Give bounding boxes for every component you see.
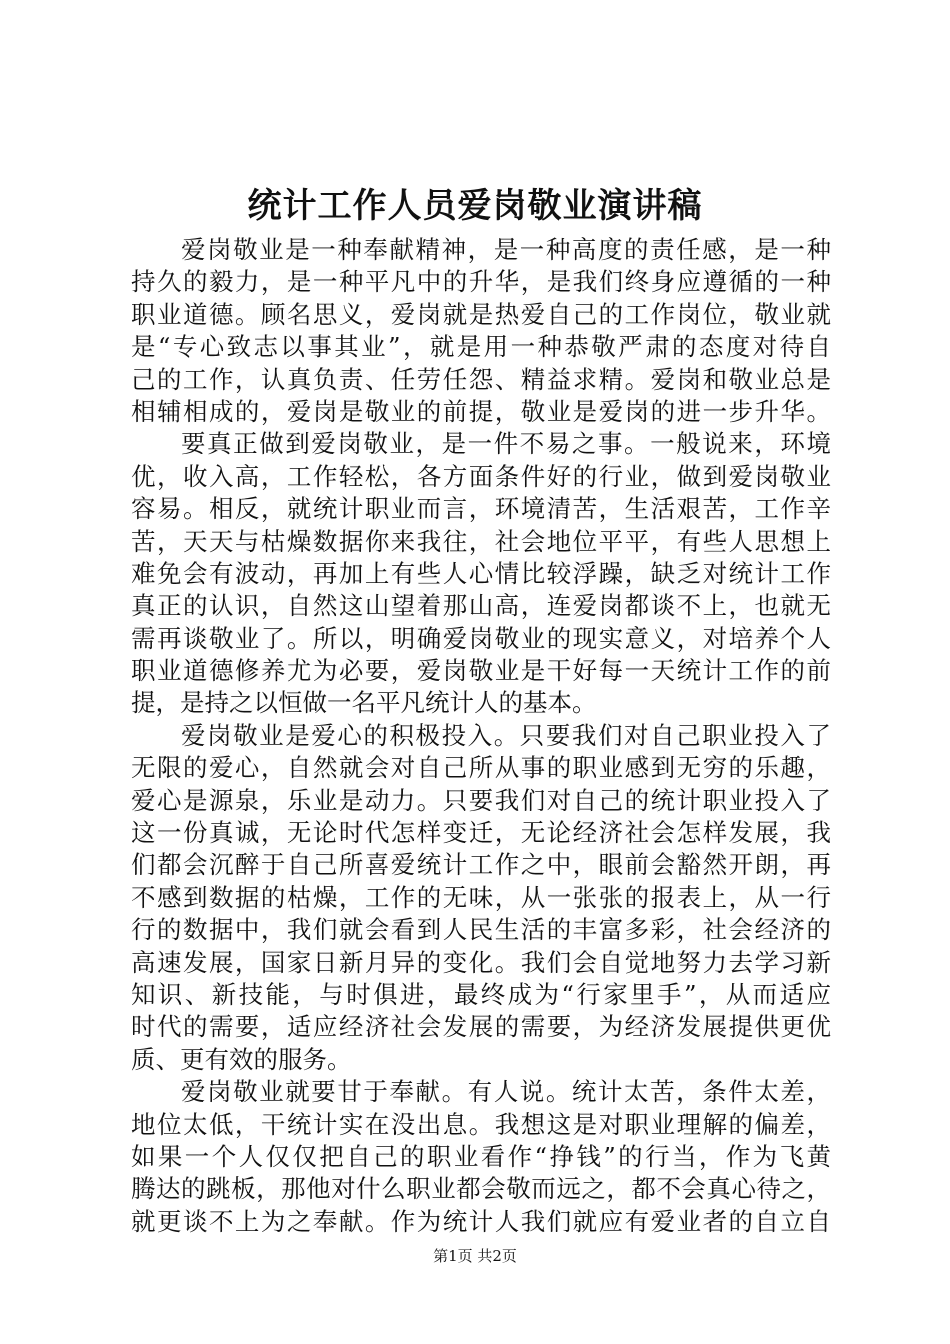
text-line: 难免会有波动，再加上有些人心情比较浮躁，缺乏对统计工作 [131,558,831,588]
document-title: 统计工作人员爱岗敬业演讲稿 [247,186,703,226]
text-line: 就更谈不上为之奉献。作为统计人我们就应有爱业者的自立自 [131,1206,831,1236]
text-line: 是“专心致志以事其业”，就是用一种恭敬严肃的态度对待自 [131,332,831,362]
text-line: 无限的爱心，自然就会对自己所从事的职业感到无穷的乐趣， [131,753,831,783]
paragraph-2 [131,428,831,720]
text-line: 优，收入高，工作轻松，各方面条件好的行业，做到爱岗敬业 [131,461,831,491]
text-line: 爱岗敬业是爱心的积极投入。只要我们对自己职业投入了 [181,720,831,750]
text-line: 提，是持之以恒做一名平凡统计人的基本。 [131,688,597,718]
text-line: 时代的需要，适应经济社会发展的需要，为经济发展提供更优 [131,1012,831,1042]
text-line: 相辅相成的，爱岗是敬业的前提，敬业是爱岗的进一步升华。 [131,396,831,426]
text-line: 职业道德。顾名思义，爱岗就是热爱自己的工作岗位，敬业就 [131,299,831,329]
text-line: 持久的毅力，是一种平凡中的升华，是我们终身应遵循的一种 [131,267,831,297]
paragraph-4 [131,1076,831,1238]
text-line: 真正的认识，自然这山望着那山高，连爱岗都谈不上，也就无 [131,591,831,621]
text-line: 腾达的跳板，那他对什么职业都会敬而远之，都不会真心待之， [131,1174,831,1204]
document-body [131,234,831,1238]
text-line: 己的工作，认真负责、任劳任怨、精益求精。爱岗和敬业总是 [131,364,831,394]
paragraph-1 [131,234,831,428]
text-line: 质、更有效的服务。 [131,1044,352,1074]
text-line: 要真正做到爱岗敬业，是一件不易之事。一般说来，环境 [181,429,831,459]
text-line: 爱岗敬业是一种奉献精神，是一种高度的责任感，是一种 [181,235,831,264]
text-line: 不感到数据的枯燥，工作的无味，从一张张的报表上，从一行 [131,882,831,912]
paragraph-3 [131,720,831,1076]
text-line: 高速发展，国家日新月异的变化。我们会自觉地努力去学习新 [131,947,831,977]
text-line: 容易。相反，就统计职业而言，环境清苦，生活艰苦，工作辛 [131,494,831,524]
text-line: 爱心是源泉，乐业是动力。只要我们对自己的统计职业投入了 [131,785,831,815]
page-footer: 第1页 共2页 [433,1247,517,1265]
text-line: 需再谈敬业了。所以，明确爱岗敬业的现实意义，对培养个人 [131,623,831,653]
text-line: 如果一个人仅仅把自己的职业看作“挣钱”的行当，作为飞黄 [131,1141,831,1171]
text-line: 苦，天天与枯燥数据你来我往，社会地位平平，有些人思想上 [131,526,831,556]
text-line: 行的数据中，我们就会看到人民生活的丰富多彩，社会经济的 [131,915,831,945]
text-line: 这一份真诚，无论时代怎样变迁，无论经济社会怎样发展，我 [131,818,831,848]
text-line: 们都会沉醉于自己所喜爱统计工作之中，眼前会豁然开朗，再 [131,850,831,880]
text-line: 职业道德修养尤为必要，爱岗敬业是干好每一天统计工作的前 [131,656,831,686]
text-line: 知识、新技能，与时俱进，最终成为“行家里手”，从而适应 [131,979,831,1009]
text-line: 地位太低，干统计实在没出息。我想这是对职业理解的偏差， [131,1109,831,1139]
text-line: 爱岗敬业就要甘于奉献。有人说。统计太苦，条件太差， [181,1077,831,1107]
